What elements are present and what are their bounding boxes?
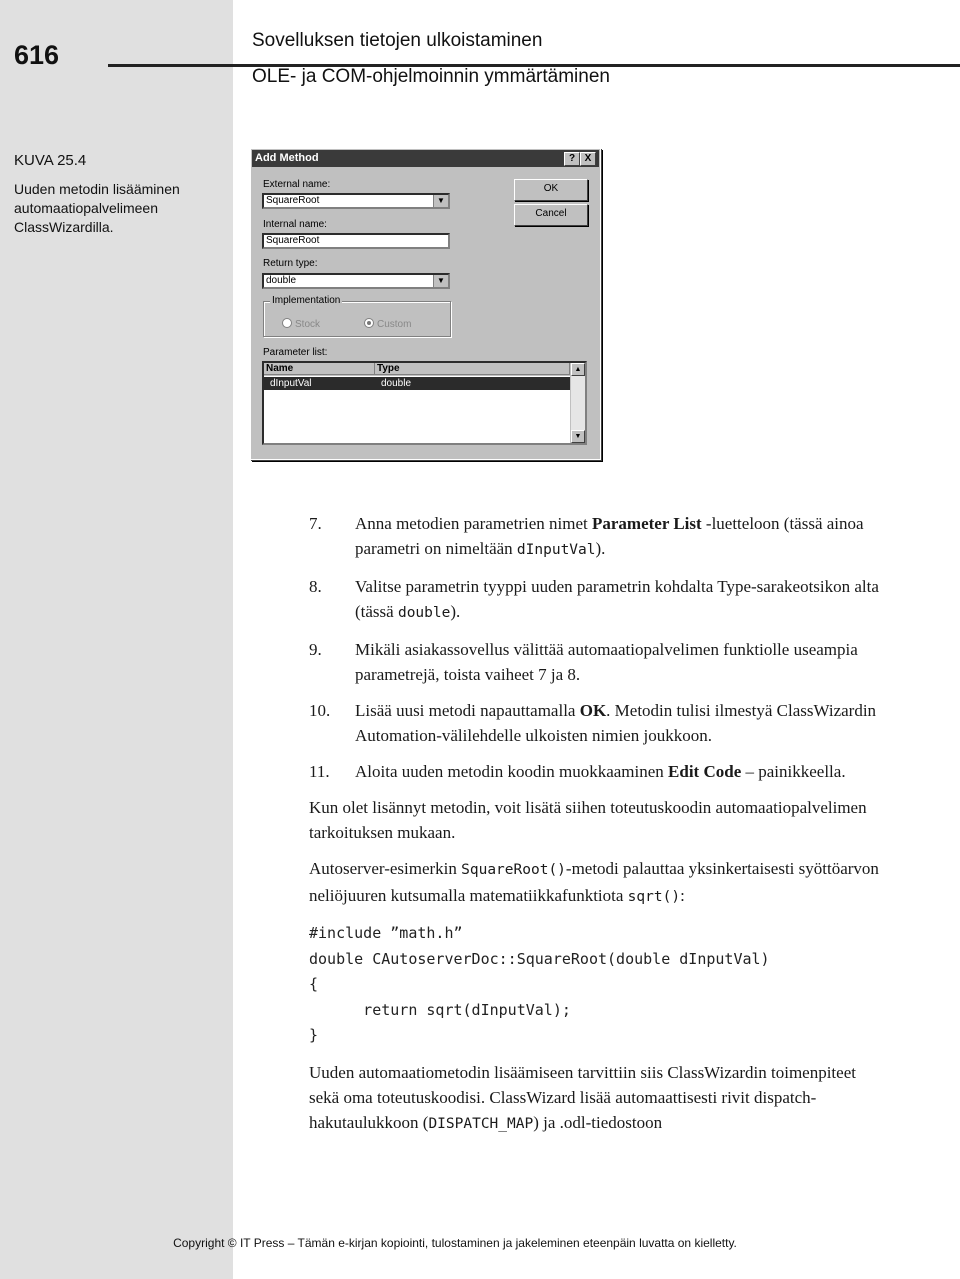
return-type-value: double <box>266 275 297 286</box>
radio-custom-label: Custom <box>377 319 412 330</box>
implementation-title: Implementation <box>272 295 341 306</box>
external-name-label: External name: <box>263 179 331 190</box>
cancel-button[interactable]: Cancel <box>514 204 588 226</box>
body-text <box>309 511 889 1148</box>
internal-name-input[interactable] <box>262 233 450 249</box>
row-name: dInputVal <box>270 378 312 389</box>
step-number: 9. <box>309 640 322 659</box>
step-number: 11. <box>309 762 330 781</box>
parameter-list-label: Parameter list: <box>263 347 328 358</box>
dialog-titlebar <box>252 150 599 167</box>
parameter-list[interactable] <box>262 361 587 445</box>
radio-selected-icon <box>364 318 374 328</box>
list-item: 10. Lisää uusi metodi napauttamalla OK. Metodin tulisi ilmestyä ClassWizardin Automation-välilehdelle ulkoisten nimien joukkoon. <box>309 698 889 748</box>
ok-button[interactable]: OK <box>514 179 588 201</box>
add-method-dialog <box>250 148 601 460</box>
table-row[interactable] <box>264 377 570 390</box>
list-item: 9. Mikäli asiakassovellus välittää automaatiopalvelimen funktiolle useampia parametrejä, toista vaiheet 7 ja 8. <box>309 637 889 687</box>
radio-stock-label: Stock <box>295 319 321 330</box>
scroll-down-icon[interactable]: ▼ <box>571 430 585 443</box>
code-block: #include ”math.h” double CAutoserverDoc::SquareRoot(double dInputVal) { return sqrt(dInputVal); } <box>309 924 770 1044</box>
scroll-up-icon[interactable]: ▲ <box>571 363 585 376</box>
page-number: 616 <box>14 40 60 70</box>
radio-stock[interactable] <box>282 318 320 330</box>
list-header <box>264 363 570 376</box>
radio-custom[interactable] <box>364 318 411 330</box>
return-type-label: Return type: <box>263 258 318 269</box>
book-title: OLE- ja COM-ohjelmoinnin ymmärtäminen <box>252 66 610 87</box>
figure-caption: Uuden metodin lisääminen automaatiopalvelimeen ClassWizardilla. <box>14 181 180 235</box>
paragraph: Kun olet lisännyt metodin, voit lisätä siihen toteutuskoodin automaatiopalvelimen tarkoituksen mukaan. <box>309 798 867 842</box>
dialog-title: Add Method <box>255 152 319 164</box>
external-name-combo[interactable] <box>262 193 450 209</box>
external-name-value: SquareRoot <box>266 195 320 206</box>
paragraph: Uuden automaatiometodin lisäämiseen tarvittiin siis ClassWizardin toimenpiteet sekä oma toteutuskoodisi. ClassWizard lisää automaattisesti rivit dispatch-hakutaulukkoon (DISPATCH_MAP) ja .odl-tiedostoon <box>309 1062 856 1132</box>
dropdown-arrow-icon[interactable]: ▼ <box>433 195 448 207</box>
column-name[interactable]: Name <box>264 363 375 375</box>
step-number: 10. <box>309 701 331 720</box>
paragraph: Autoserver-esimerkin SquareRoot()-metodi palauttaa yksinkertaisesti syöttöarvon neliöjuuren kutsumalla matematiikkafunktiota sqrt(): <box>309 859 879 905</box>
list-item: 8. Valitse parametrin tyyppi uuden parametrin kohdalta Type-sarakeotsikon alta (tässä double). <box>309 574 889 626</box>
internal-name-value: SquareRoot <box>266 235 320 246</box>
column-type[interactable]: Type <box>375 363 570 375</box>
chapter-title: Sovelluksen tietojen ulkoistaminen <box>252 30 543 51</box>
list-item: 11. Aloita uuden metodin koodin muokkaaminen Edit Code – painikkeella. <box>309 759 889 784</box>
row-type: double <box>381 378 412 389</box>
step-number: 7. <box>309 514 322 533</box>
dropdown-arrow-icon[interactable]: ▼ <box>433 275 448 287</box>
radio-icon <box>282 318 292 328</box>
list-item: 7. Anna metodien parametrien nimet Parameter List -luetteloon (tässä ainoa parametri on nimeltään dInputVal). <box>309 511 889 563</box>
internal-name-label: Internal name: <box>263 219 327 230</box>
vertical-scrollbar[interactable] <box>570 363 585 443</box>
step-number: 8. <box>309 577 322 596</box>
return-type-combo[interactable] <box>262 273 450 289</box>
help-button[interactable]: ? <box>564 152 580 166</box>
close-button[interactable]: X <box>580 152 596 166</box>
implementation-group <box>263 295 451 337</box>
figure-label: KUVA 25.4 <box>14 152 87 169</box>
copyright-footer: Copyright © IT Press – Tämän e-kirjan kopiointi, tulostaminen ja jakeleminen eteenpäin luvatta on kielletty. <box>173 1236 737 1250</box>
